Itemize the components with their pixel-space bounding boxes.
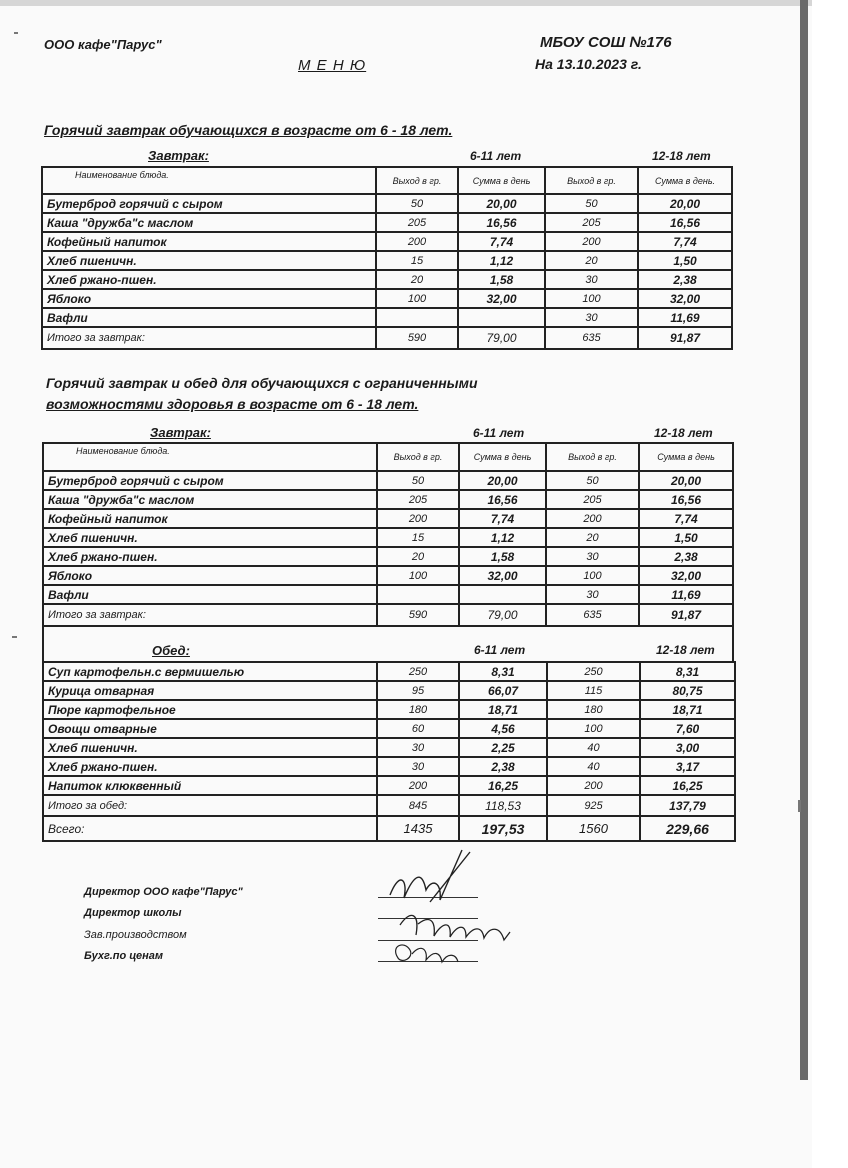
sum-6-11: 20,00: [458, 194, 545, 213]
sum-12-18: 32,00: [639, 566, 733, 585]
sum-12-18: 18,71: [640, 700, 735, 719]
col-header-sum1: Сумма в день: [458, 167, 545, 194]
yield-12-18: 205: [545, 213, 638, 232]
col-header-sum1: Сумма в день: [459, 443, 546, 471]
dish-name: Яблоко: [43, 566, 377, 585]
yield-6-11: 50: [376, 194, 458, 213]
section2-lunch-age2: 12-18 лет: [656, 643, 715, 657]
sum-6-11: 4,56: [459, 719, 547, 738]
grand-total-sum-6-11: 197,53: [459, 816, 547, 841]
yield-6-11: [377, 585, 459, 604]
yield-12-18: 40: [547, 738, 640, 757]
section1-age2: 12-18 лет: [652, 149, 711, 163]
yield-12-18: 180: [547, 700, 640, 719]
yield-6-11: 205: [377, 490, 459, 509]
section2-lunch-age1: 6-11 лет: [474, 643, 526, 657]
yield-12-18: 100: [546, 566, 639, 585]
dish-name: Овощи отварные: [43, 719, 377, 738]
table-row: [43, 681, 735, 700]
total-label: Итого за завтрак:: [42, 327, 376, 349]
yield-6-11: 100: [376, 289, 458, 308]
yield-6-11: 60: [377, 719, 459, 738]
total-yield-12-18: 635: [545, 327, 638, 349]
dish-name: Кофейный напиток: [42, 232, 376, 251]
grand-total-yield-6-11: 1435: [377, 816, 459, 841]
yield-12-18: 100: [547, 719, 640, 738]
section2-title-line2: возможностями здоровья в возрасте от 6 - 18 лет.: [46, 396, 419, 412]
dish-name: Хлеб пшеничн.: [43, 738, 377, 757]
sum-12-18: 1,50: [639, 528, 733, 547]
total-label: Итого за обед:: [43, 795, 377, 816]
yield-6-11: 205: [376, 213, 458, 232]
table-row: [43, 757, 735, 776]
yield-12-18: 50: [545, 194, 638, 213]
dish-name: Яблоко: [42, 289, 376, 308]
table-header-row: [43, 443, 733, 471]
sum-12-18: 16,56: [638, 213, 732, 232]
yield-6-11: 50: [377, 471, 459, 490]
sum-12-18: 16,25: [640, 776, 735, 795]
section2-age1: 6-11 лет: [473, 426, 525, 440]
yield-6-11: 250: [377, 662, 459, 681]
table-row: [43, 776, 735, 795]
scan-dot: [14, 32, 18, 34]
sum-6-11: 16,56: [459, 490, 546, 509]
sum-12-18: 8,31: [640, 662, 735, 681]
yield-6-11: 200: [377, 776, 459, 795]
dish-name: Каша "дружба"с маслом: [42, 213, 376, 232]
section1-title: Горячий завтрак обучающихся в возрасте от 6 - 18 лет.: [44, 122, 453, 138]
sum-6-11: 1,12: [459, 528, 546, 547]
total-sum-12-18: 91,87: [638, 327, 732, 349]
yield-6-11: 200: [376, 232, 458, 251]
total-label: Итого за завтрак:: [43, 604, 377, 626]
yield-12-18: 115: [547, 681, 640, 700]
col-header-name: Наименование блюда.: [42, 167, 376, 194]
yield-6-11: 95: [377, 681, 459, 700]
table-row: [43, 738, 735, 757]
col-header-out1: Выход в гр.: [377, 443, 459, 471]
col-header-out2: Выход в гр.: [546, 443, 639, 471]
sum-12-18: 32,00: [638, 289, 732, 308]
sum-6-11: 32,00: [458, 289, 545, 308]
table-row: [43, 490, 733, 509]
dish-name: Вафли: [43, 585, 377, 604]
signature-label-production: Зав.производством: [84, 929, 187, 941]
sum-12-18: 16,56: [639, 490, 733, 509]
total-sum-6-11: 79,00: [458, 327, 545, 349]
yield-12-18: 200: [545, 232, 638, 251]
table-row: [42, 270, 732, 289]
dish-name: Кофейный напиток: [43, 509, 377, 528]
col-header-name: Наименование блюда.: [43, 443, 377, 471]
sum-6-11: [458, 308, 545, 327]
signature-label-accountant: Бухг.по ценам: [84, 950, 163, 962]
section2-breakfast-label: Завтрак:: [150, 425, 211, 440]
table-header-row: [42, 167, 732, 194]
table-row: [43, 662, 735, 681]
col-header-sum2: Сумма в день: [639, 443, 733, 471]
sum-6-11: 1,58: [459, 547, 546, 566]
sum-12-18: 80,75: [640, 681, 735, 700]
total-sum-6-11: 79,00: [459, 604, 546, 626]
signature-label-director-school: Директор школы: [84, 907, 182, 919]
dish-name: Хлеб ржано-пшен.: [43, 757, 377, 776]
scan-dot: [798, 800, 801, 812]
sum-6-11: 2,25: [459, 738, 547, 757]
total-sum-6-11: 118,53: [459, 795, 547, 816]
yield-12-18: 30: [545, 270, 638, 289]
grand-total-row: [43, 816, 735, 841]
menu-title: М Е Н Ю: [298, 57, 367, 74]
yield-6-11: 20: [377, 547, 459, 566]
table-row: [43, 719, 735, 738]
menu-date: На 13.10.2023 г.: [535, 56, 642, 72]
sum-12-18: 20,00: [639, 471, 733, 490]
yield-12-18: 200: [546, 509, 639, 528]
yield-12-18: 30: [546, 547, 639, 566]
table-row: [43, 509, 733, 528]
yield-12-18: 50: [546, 471, 639, 490]
yield-6-11: 30: [377, 738, 459, 757]
table-row: [42, 289, 732, 308]
sum-6-11: 16,25: [459, 776, 547, 795]
school-name: МБОУ СОШ №176: [540, 34, 672, 51]
table-row: [42, 251, 732, 270]
dish-name: Каша "дружба"с маслом: [43, 490, 377, 509]
table-row: [42, 194, 732, 213]
sum-6-11: 18,71: [459, 700, 547, 719]
sum-12-18: 1,50: [638, 251, 732, 270]
yield-6-11: 100: [377, 566, 459, 585]
yield-12-18: 200: [547, 776, 640, 795]
section1-meal-label: Завтрак:: [148, 148, 209, 163]
grand-total-yield-12-18: 1560: [547, 816, 640, 841]
yield-12-18: 205: [546, 490, 639, 509]
sum-6-11: 7,74: [459, 509, 546, 528]
total-yield-6-11: 590: [377, 604, 459, 626]
dish-name: Бутерброд горячий с сыром: [42, 194, 376, 213]
dish-name: Хлеб ржано-пшен.: [42, 270, 376, 289]
grand-total-sum-12-18: 229,66: [640, 816, 735, 841]
org-name: ООО кафе"Парус": [44, 37, 162, 52]
dish-name: Вафли: [42, 308, 376, 327]
yield-6-11: 15: [377, 528, 459, 547]
sum-12-18: 2,38: [638, 270, 732, 289]
yield-6-11: [376, 308, 458, 327]
total-yield-12-18: 635: [546, 604, 639, 626]
yield-12-18: 100: [545, 289, 638, 308]
signature-label-director-cafe: Директор ООО кафе"Парус": [84, 886, 243, 898]
col-header-sum2: Сумма в день.: [638, 167, 732, 194]
table-row: [43, 528, 733, 547]
sum-6-11: 1,58: [458, 270, 545, 289]
section1-table: [41, 166, 733, 350]
section2-age2: 12-18 лет: [654, 426, 713, 440]
sum-12-18: 3,00: [640, 738, 735, 757]
dish-name: Хлеб пшеничн.: [43, 528, 377, 547]
yield-6-11: 15: [376, 251, 458, 270]
table-row: [43, 585, 733, 604]
sum-12-18: 7,74: [639, 509, 733, 528]
yield-6-11: 180: [377, 700, 459, 719]
table-row: [42, 232, 732, 251]
table-row: [43, 700, 735, 719]
dish-name: Напиток клюквенный: [43, 776, 377, 795]
total-yield-6-11: 590: [376, 327, 458, 349]
yield-6-11: 200: [377, 509, 459, 528]
scan-dot: [12, 636, 17, 638]
handwritten-signatures: [370, 840, 530, 970]
section2-title-line1: Горячий завтрак и обед для обучающихся с ограниченными: [46, 375, 478, 391]
sum-6-11: 66,07: [459, 681, 547, 700]
total-yield-12-18: 925: [547, 795, 640, 816]
dish-name: Бутерброд горячий с сыром: [43, 471, 377, 490]
section2-breakfast-table: [42, 442, 734, 627]
sum-12-18: 3,17: [640, 757, 735, 776]
grand-total-label: Всего:: [43, 816, 377, 841]
table-row: [43, 566, 733, 585]
sum-12-18: 11,69: [639, 585, 733, 604]
table-row: [42, 213, 732, 232]
yield-12-18: 30: [546, 585, 639, 604]
section2-lunch-label: Обед:: [152, 643, 190, 658]
col-header-out1: Выход в гр.: [376, 167, 458, 194]
yield-6-11: 20: [376, 270, 458, 289]
dish-name: Пюре картофельное: [43, 700, 377, 719]
section1-age1: 6-11 лет: [470, 149, 522, 163]
col-header-out2: Выход в гр.: [545, 167, 638, 194]
yield-12-18: 20: [546, 528, 639, 547]
sum-6-11: 32,00: [459, 566, 546, 585]
sum-12-18: 11,69: [638, 308, 732, 327]
section2-lunch-table: [42, 661, 736, 842]
sum-6-11: [459, 585, 546, 604]
scan-margin: [812, 0, 848, 1168]
sum-6-11: 7,74: [458, 232, 545, 251]
table-total-row: [43, 604, 733, 626]
yield-6-11: 30: [377, 757, 459, 776]
total-yield-6-11: 845: [377, 795, 459, 816]
dish-name: Суп картофельн.с вермишелью: [43, 662, 377, 681]
table-row: [43, 547, 733, 566]
dish-name: Курица отварная: [43, 681, 377, 700]
sum-6-11: 16,56: [458, 213, 545, 232]
yield-12-18: 30: [545, 308, 638, 327]
sum-12-18: 2,38: [639, 547, 733, 566]
sum-12-18: 20,00: [638, 194, 732, 213]
yield-12-18: 40: [547, 757, 640, 776]
total-sum-12-18: 91,87: [639, 604, 733, 626]
lunch-header-frame: [42, 627, 734, 661]
total-sum-12-18: 137,79: [640, 795, 735, 816]
yield-12-18: 250: [547, 662, 640, 681]
dish-name: Хлеб пшеничн.: [42, 251, 376, 270]
table-total-row: [43, 795, 735, 816]
yield-12-18: 20: [545, 251, 638, 270]
sum-12-18: 7,60: [640, 719, 735, 738]
table-total-row: [42, 327, 732, 349]
sum-6-11: 8,31: [459, 662, 547, 681]
table-row: [42, 308, 732, 327]
table-row: [43, 471, 733, 490]
sum-6-11: 1,12: [458, 251, 545, 270]
scan-edge-right: [800, 0, 808, 1080]
sum-6-11: 20,00: [459, 471, 546, 490]
dish-name: Хлеб ржано-пшен.: [43, 547, 377, 566]
sum-6-11: 2,38: [459, 757, 547, 776]
sum-12-18: 7,74: [638, 232, 732, 251]
scan-edge-top: [0, 0, 812, 6]
